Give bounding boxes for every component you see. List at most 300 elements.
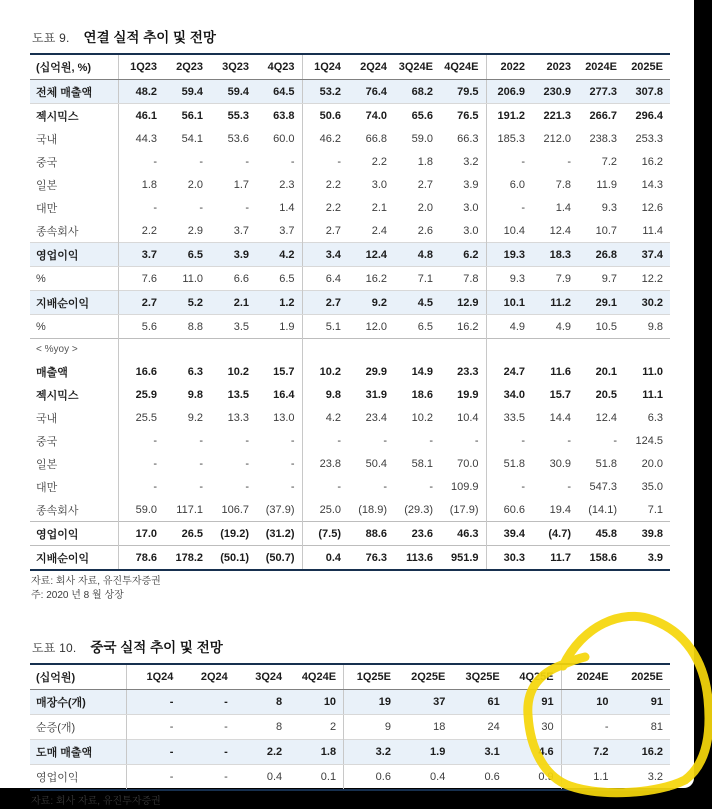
cell: - [199,434,203,447]
table10-label: 도표 10. [32,641,77,655]
cell: (19.2) [210,522,256,546]
cell: 17.0 [118,522,164,546]
table-row [30,243,670,267]
cell: 13.3 [227,411,249,424]
cell: 8 [276,721,283,733]
cell: 48.2 [118,80,164,104]
cell: 2.6 [417,224,433,237]
cell: - [567,434,571,447]
cell: 59.4 [164,80,210,104]
cell: 6.2 [440,243,486,267]
cell: (4.7) [532,522,578,546]
cell: 5.2 [164,291,210,315]
cell: 76.5 [440,104,486,128]
cell: - [521,480,525,493]
cell: - [256,429,302,452]
table-row [30,690,670,715]
cell: 23.6 [394,522,440,546]
cell: 3.2 [616,765,670,791]
cell [394,339,440,361]
column-header: 1Q24 [126,664,180,690]
cell: 16.4 [256,383,302,406]
cell: (18.9) [358,503,387,516]
column-header: 4Q24E [440,54,486,80]
cell: 60.6 [503,503,525,516]
cell: 55.3 [227,109,249,122]
cell: 24.7 [503,365,525,378]
cell: 16.2 [641,155,663,168]
cell: - [337,155,341,168]
consolidated-results-table [30,53,670,571]
cell: 37 [398,690,452,715]
cell: 46.3 [440,522,486,546]
table9-label: 도표 9. [32,31,70,45]
cell: 2.7 [302,291,348,315]
cell: - [383,434,387,447]
cell: 35.0 [641,480,663,493]
cell: 547.3 [589,480,617,493]
cell: 7.6 [141,272,157,285]
table-row [30,291,670,315]
cell: 9.2 [187,411,203,424]
cell [118,339,164,361]
cell: - [256,452,302,475]
row-label: 지배순이익 [30,546,118,571]
cell: (50.1) [210,546,256,571]
row-label: 중국 [30,429,118,452]
cell: 113.6 [394,546,440,571]
cell: 29.1 [578,291,624,315]
cell [486,339,532,361]
cell: 15.7 [549,388,571,401]
cell: - [337,480,341,493]
cell: 3.0 [371,178,387,191]
cell: 88.6 [348,522,394,546]
cell: - [429,480,433,493]
cell: - [126,690,180,715]
cell: 76.3 [348,546,394,571]
cell: 2.7 [325,224,341,237]
cell: 11.9 [596,178,617,191]
cell: - [429,434,433,447]
cell: 18.3 [532,243,578,267]
cell: 20.0 [641,457,663,470]
cell: 10 [561,690,615,715]
cell: 3.9 [624,546,670,571]
cell: 3.9 [210,243,256,267]
cell: 78.6 [118,546,164,571]
cell [210,339,256,361]
cell: - [613,434,617,447]
cell: - [199,480,203,493]
cell: 2.1 [371,201,387,214]
cell: - [567,155,571,168]
column-header: 2Q24 [180,664,234,690]
cell: 238.3 [589,132,617,145]
cell: 2.2 [325,178,341,191]
row-label: % [30,315,118,339]
cell: 16.2 [440,315,486,339]
cell: 50.4 [365,457,387,470]
table-row [30,315,670,339]
cell: 1.4 [555,201,571,214]
row-label: 대만 [30,475,118,498]
column-header: 2022 [486,54,532,80]
cell: 3.7 [118,243,164,267]
cell: 2.2 [141,224,157,237]
table-row [30,219,670,243]
cell [164,339,210,361]
cell: 11.0 [182,272,203,285]
cell: 8 [235,690,289,715]
column-header: 2025E [616,664,670,690]
cell: 70.0 [440,452,486,475]
cell: - [383,480,387,493]
column-header: 3Q24E [394,54,440,80]
cell: 158.6 [578,546,624,571]
cell: 16.2 [616,740,670,765]
column-header: 3Q24 [235,664,289,690]
cell: 12.9 [440,291,486,315]
cell: 56.1 [181,109,203,122]
cell: 65.6 [411,109,433,122]
cell: 0.4 [235,765,289,791]
cell: 68.2 [394,80,440,104]
cell: 6.3 [187,365,203,378]
cell: 16.6 [135,365,157,378]
table-row [30,267,670,291]
column-header: 1Q24 [302,54,348,80]
cell [302,339,348,361]
cell: 9.7 [601,272,617,285]
cell: 124.5 [635,434,663,447]
cell: - [199,155,203,168]
cell: 2.0 [417,201,433,214]
cell: 0.4 [302,546,348,571]
cell: 2.7 [118,291,164,315]
column-header: 4Q25E [507,664,561,690]
cell: 7.2 [561,740,615,765]
row-label: 젝시믹스 [30,383,118,406]
cell: 20.1 [595,365,617,378]
cell: 5.1 [325,320,341,333]
header-row [30,664,670,690]
cell: 9.8 [187,388,203,401]
cell: 23.3 [440,360,486,383]
cell: 26.8 [578,243,624,267]
table-row [30,452,670,475]
cell: 10 [289,690,343,715]
cell: 1.4 [256,196,302,219]
cell: - [245,480,249,493]
cell [256,339,302,361]
table9-block [30,26,694,602]
row-label: 순증(개) [30,715,126,740]
cell: 1.2 [256,291,302,315]
cell: 6.5 [164,243,210,267]
cell: 4.5 [394,291,440,315]
cell: 3.7 [256,219,302,243]
cell: 14.4 [549,411,571,424]
column-header: 2024E [578,54,624,80]
cell: 20.5 [595,388,617,401]
cell: 9.3 [509,272,525,285]
cell: 45.8 [578,522,624,546]
row-label: 매출액 [30,360,118,383]
cell: (37.9) [256,498,302,522]
cell: 191.2 [497,109,525,122]
cell: 81 [650,721,663,733]
cell: - [180,740,234,765]
cell: 53.2 [302,80,348,104]
cell: 3.2 [440,150,486,173]
cell: (50.7) [256,546,302,571]
cell: 296.4 [635,109,663,122]
cell [440,339,486,361]
header-row [30,54,670,80]
cell: - [521,201,525,214]
cell: 91 [507,690,561,715]
cell: (14.1) [588,503,617,516]
cell: 6.5 [256,267,302,291]
cell: 9.3 [601,201,617,214]
cell: 230.9 [532,80,578,104]
column-header: 2025E [624,54,670,80]
cell: 277.3 [578,80,624,104]
row-label: 일본 [30,173,118,196]
cell [624,339,670,361]
cell: 3.2 [344,740,398,765]
cell: 0.9 [507,765,561,791]
cell: 212.0 [543,132,571,145]
cell [578,339,624,361]
unit-header: (십억원) [30,664,126,690]
cell: 12.6 [641,201,663,214]
cell: 18.6 [411,388,433,401]
cell: 1.1 [561,765,615,791]
cell: 10.4 [440,406,486,429]
column-header: 2Q24 [348,54,394,80]
cell: 106.7 [221,503,249,516]
cell: - [153,201,157,214]
cell: 19 [344,690,398,715]
cell: 63.8 [256,104,302,128]
cell: 26.5 [164,522,210,546]
cell: 2.4 [371,224,387,237]
cell: 0.6 [452,765,506,791]
row-label: 중국 [30,150,118,173]
table9-footnote-source: 자료: 회사 자료, 유진투자증권 [31,576,161,587]
cell: 12.0 [365,320,387,333]
cell: 54.1 [181,132,203,145]
cell: 12.4 [595,411,617,424]
cell: 39.4 [486,522,532,546]
cell: - [169,721,174,733]
cell: 11.6 [550,365,571,378]
cell: (17.9) [440,498,486,522]
cell: 23.4 [365,411,387,424]
cell: 6.5 [417,320,433,333]
cell: 11.7 [532,546,578,571]
row-label: 일본 [30,452,118,475]
cell: 1.8 [141,178,157,191]
cell: 30 [507,715,561,740]
table-row [30,360,670,383]
cell [532,339,578,361]
table-row [30,429,670,452]
row-label: 매장수(개) [30,690,126,715]
cell: - [245,201,249,214]
cell: (29.3) [404,503,433,516]
cell: 2.2 [371,155,387,168]
cell: 25.9 [135,388,157,401]
cell: - [256,475,302,498]
cell: - [180,690,234,715]
cell: 253.3 [635,132,663,145]
cell: 6.4 [325,272,341,285]
cell: 44.3 [135,132,157,145]
table-row [30,740,670,765]
cell: 25.5 [135,411,157,424]
cell: 51.8 [503,457,525,470]
table-row [30,173,670,196]
cell: 2.2 [235,740,289,765]
cell: 11.2 [532,291,578,315]
table-row [30,546,670,571]
cell: 12.2 [641,272,663,285]
table-row [30,498,670,522]
column-header: 2023 [532,54,578,80]
cell: 4.8 [394,243,440,267]
cell: - [126,740,180,765]
cell: 19.3 [486,243,532,267]
cell: - [153,480,157,493]
cell: 206.9 [486,80,532,104]
cell: 23.8 [319,457,341,470]
cell: 117.1 [176,503,203,516]
row-label: 영업이익 [30,243,118,267]
cell: 11.0 [642,365,663,378]
column-header: 4Q23 [256,54,302,80]
cell: (31.2) [256,522,302,546]
cell: 34.0 [503,388,525,401]
cell: 46.1 [135,109,157,122]
cell: 4.6 [507,740,561,765]
table10-title: 중국 실적 추이 및 전망 [90,640,223,655]
cell: 9 [384,721,391,733]
cell: 19.9 [440,383,486,406]
cell: 2.3 [256,173,302,196]
cell: 50.6 [319,109,341,122]
cell: 178.2 [164,546,210,571]
cell: 64.5 [256,80,302,104]
cell: 30.9 [549,457,571,470]
cell: 4.2 [325,411,341,424]
table-row [30,522,670,546]
column-header: 2Q25E [398,664,452,690]
cell: 7.8 [555,178,571,191]
cell: 10.7 [595,224,617,237]
cell: - [153,434,157,447]
cell: 13.5 [227,388,249,401]
cell: 1.9 [398,740,452,765]
cell: 1.9 [256,315,302,339]
cell: 12.4 [348,243,394,267]
column-header: 3Q25E [452,664,506,690]
cell: 266.7 [589,109,617,122]
cell: 24 [487,721,500,733]
cell: 66.3 [440,127,486,150]
cell: 39.8 [624,522,670,546]
cell: - [180,765,234,791]
column-header: 1Q23 [118,54,164,80]
cell: 9.8 [325,388,341,401]
column-header: 2024E [561,664,615,690]
row-label: 대만 [30,196,118,219]
cell: - [153,155,157,168]
cell: 3.7 [233,224,249,237]
cell: - [153,457,157,470]
cell: 10.2 [227,365,249,378]
cell: 30.3 [486,546,532,571]
cell: 185.3 [497,132,525,145]
cell: 51.8 [595,457,617,470]
table10-footnote-source: 자료: 회사 자료, 유진투자증권 [31,796,161,807]
cell: 951.9 [440,546,486,571]
cell: 7.8 [440,267,486,291]
cell: 59.4 [210,80,256,104]
cell: 3.4 [302,243,348,267]
row-label: 국내 [30,406,118,429]
row-label: 종속회사 [30,219,118,243]
cell: - [567,480,571,493]
row-label: % [30,267,118,291]
cell: 58.1 [411,457,433,470]
table-row [30,196,670,219]
table-row [30,339,670,361]
cell: 6.6 [233,272,249,285]
cell: - [521,155,525,168]
cell: 0.6 [344,765,398,791]
cell: 53.6 [227,132,249,145]
cell: 4.9 [555,320,571,333]
table-row [30,406,670,429]
cell: 29.9 [365,365,387,378]
table-row [30,765,670,791]
table-row [30,104,670,128]
cell: 33.5 [503,411,525,424]
cell: 4.2 [256,243,302,267]
cell: 31.9 [365,388,387,401]
cell: 46.2 [319,132,341,145]
column-header: 3Q23 [210,54,256,80]
column-header: 2Q23 [164,54,210,80]
cell: - [245,434,249,447]
cell: 15.7 [256,360,302,383]
row-label: 지배순이익 [30,291,118,315]
row-label: 영업이익 [30,522,118,546]
cell: - [245,155,249,168]
cell: 7.1 [647,503,663,516]
column-header: 4Q24E [289,664,343,690]
table10-title-row [32,636,694,656]
cell: - [199,457,203,470]
cell: 91 [616,690,670,715]
row-label: 젝시믹스 [30,104,118,128]
cell: - [245,457,249,470]
cell: 0.1 [289,765,343,791]
cell: 1.8 [417,155,433,168]
